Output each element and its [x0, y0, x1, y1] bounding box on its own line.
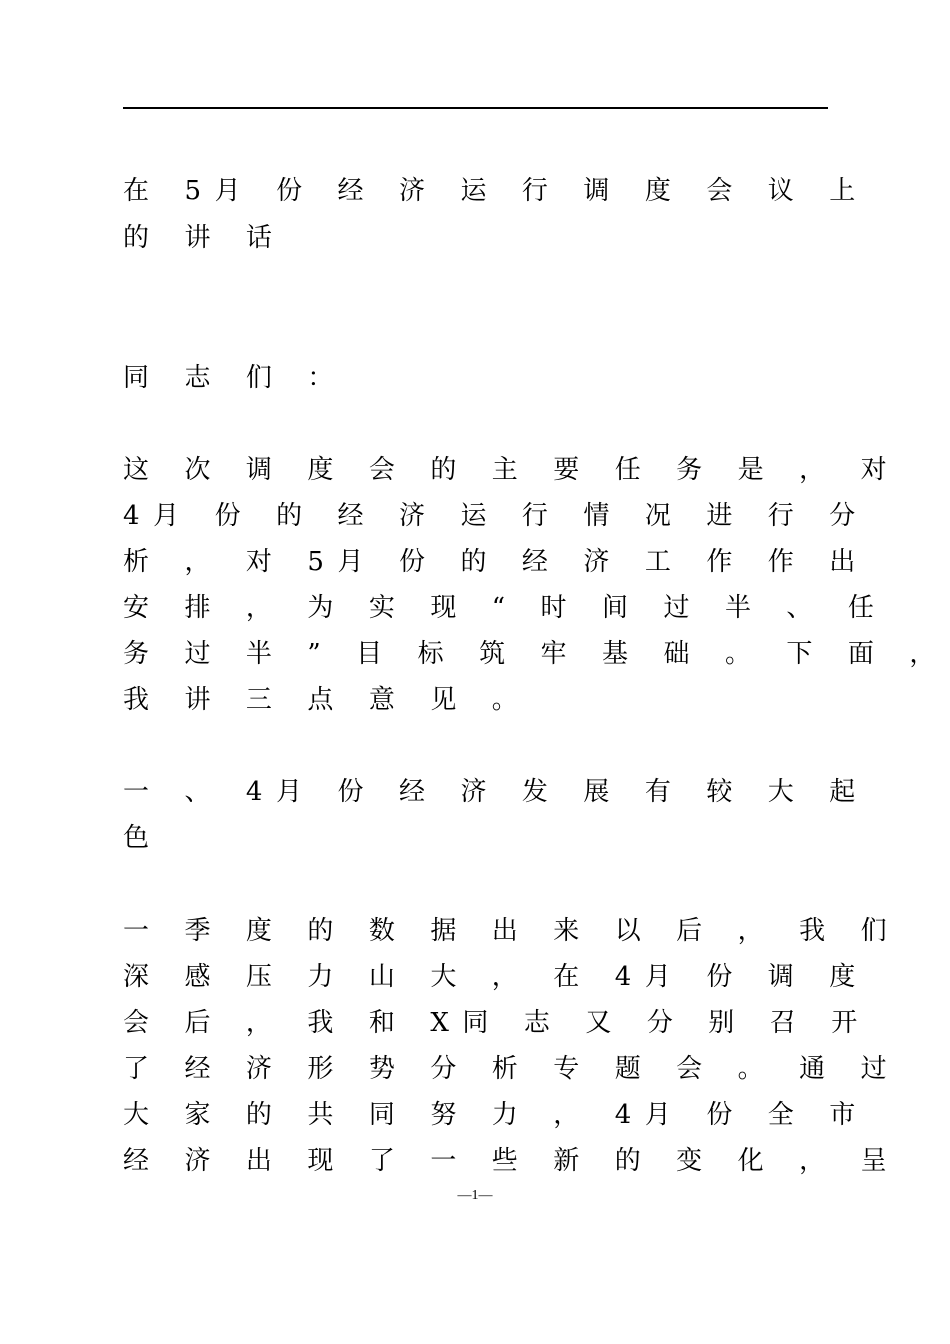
paragraph-1-line-6: 我 讲 三 点 意 见 。 [123, 685, 532, 715]
paragraph-1-line-2: 4月 份 的 经 济 运 行 情 况 进 行 分 [123, 501, 869, 531]
header-rule [123, 107, 828, 109]
section-1-heading-line-2: 色 [123, 823, 163, 853]
paragraph-2-line-6: 经 济 出 现 了 一 些 新 的 变 化 ， 呈 [123, 1146, 901, 1176]
paragraph-2-line-2: 深 感 压 力 山 大 ， 在 4月 份 调 度 [123, 962, 869, 992]
title-line-2: 的 讲 话 [123, 223, 286, 253]
paragraph-1-line-4: 安 排 ， 为 实 现 “ 时 间 过 半 、 任 [123, 593, 888, 623]
salutation: 同 志 们 ： [123, 363, 347, 393]
page-number: —1— [457, 1188, 493, 1203]
paragraph-1-line-5: 务 过 半 ” 目 标 筑 牢 基 础 。 下 面 ， [123, 639, 949, 669]
paragraph-2-line-4: 了 经 济 形 势 分 析 专 题 会 。 通 过 [123, 1054, 901, 1084]
paragraph-1-line-3: 析 ， 对 5月 份 的 经 济 工 作 作 出 [123, 547, 869, 577]
title-line-1: 在 5月 份 经 济 运 行 调 度 会 议 上 [123, 176, 869, 206]
section-1-heading-line-1: 一 、 4月 份 经 济 发 展 有 较 大 起 [123, 777, 869, 807]
paragraph-2-line-1: 一 季 度 的 数 据 出 来 以 后 ， 我 们 [123, 916, 901, 946]
paragraph-2-line-3: 会 后 ， 我 和 X同 志 又 分 别 召 开 [123, 1008, 871, 1038]
paragraph-2-line-5: 大 家 的 共 同 努 力 ， 4月 份 全 市 [123, 1100, 869, 1130]
paragraph-1-line-1: 这 次 调 度 会 的 主 要 任 务 是 ， 对 [123, 455, 901, 485]
